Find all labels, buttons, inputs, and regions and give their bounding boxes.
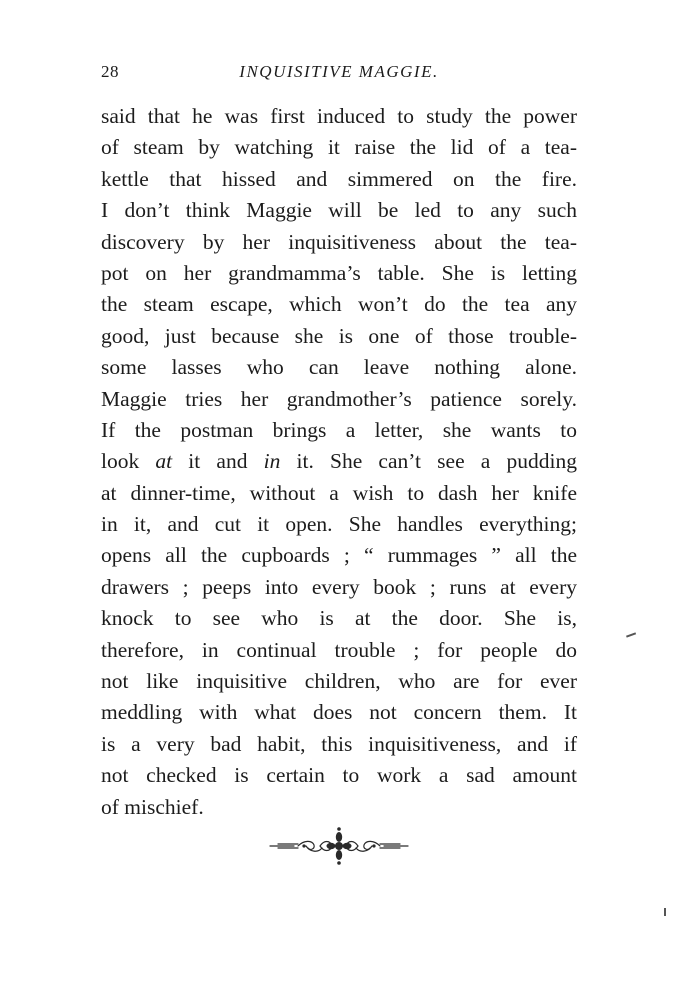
- text-run: kettle that hissed and simmered on the fire.: [101, 166, 577, 191]
- text-run: good, just because she is one of those trouble-: [101, 323, 577, 348]
- text-run: discovery by her inquisitiveness about the tea-: [101, 229, 577, 254]
- text-run: pot on her grandmamma’s table. She is letting: [101, 260, 577, 285]
- text-run: knock to see who is at the door. She is,: [101, 606, 577, 631]
- fleuron-ornament-icon: [268, 826, 410, 866]
- text-line: [101, 635, 577, 666]
- text-line: [101, 195, 577, 226]
- text-line: [101, 321, 577, 352]
- text-line: [101, 227, 577, 258]
- text-line: [101, 509, 577, 540]
- text-run: drawers ; peeps into every book ; runs at every: [101, 574, 577, 599]
- text-run: therefore, in continual trouble ; for people do: [101, 637, 577, 662]
- text-run: some lasses who can leave nothing alone.: [101, 355, 577, 380]
- text-line: [101, 164, 577, 195]
- text-run: not like inquisitive children, who are for ever: [101, 669, 577, 694]
- text-line: [101, 697, 577, 728]
- text-line: [101, 415, 577, 446]
- text-line: [101, 603, 577, 634]
- italic-word: in: [263, 449, 281, 474]
- text-line: [101, 666, 577, 697]
- print-speck: [664, 908, 666, 916]
- text-run: it and: [172, 449, 264, 474]
- text-run: it. She can’t see a pudding: [280, 449, 577, 474]
- text-line: [101, 289, 577, 320]
- text-line: [101, 446, 577, 477]
- text-run: If the postman brings a letter, she wants to: [101, 417, 577, 442]
- text-line: [101, 478, 577, 509]
- text-run: not checked is certain to work a sad amount: [101, 763, 577, 788]
- text-line: [101, 352, 577, 383]
- text-run: opens all the cupboards ; “ rummages ” all the: [101, 543, 577, 568]
- text-run: said that he was first induced to study the power: [101, 104, 577, 128]
- text-run: in it, and cut it open. She handles everything;: [101, 512, 577, 537]
- text-run: I don’t think Maggie will be led to any such: [101, 198, 577, 223]
- print-speck: [626, 632, 636, 637]
- text-line: [101, 258, 577, 289]
- text-run: of steam by watching it raise the lid of a tea-: [101, 135, 577, 160]
- text-line: [101, 540, 577, 571]
- text-line: [101, 101, 577, 132]
- text-run: is a very bad habit, this inquisitiveness, and if: [101, 731, 577, 756]
- running-head: [101, 62, 577, 86]
- text-line: [101, 760, 577, 791]
- text-line: [101, 384, 577, 415]
- text-line: [101, 572, 577, 603]
- running-title: INQUISITIVE MAGGIE.: [239, 62, 439, 81]
- page-number: 28: [101, 62, 119, 81]
- text-run: at dinner-time, without a wish to dash her knife: [101, 480, 577, 505]
- italic-word: at: [155, 449, 173, 474]
- text-line: [101, 792, 577, 823]
- text-run: look: [101, 449, 156, 474]
- text-run: of mischief.: [101, 794, 204, 819]
- text-line: [101, 132, 577, 163]
- text-run: Maggie tries her grandmother’s patience sorely.: [101, 386, 577, 411]
- text-run: meddling with what does not concern them. It: [101, 700, 577, 725]
- text-line: [101, 729, 577, 760]
- text-run: the steam escape, which won’t do the tea any: [101, 292, 577, 317]
- body-text: [101, 101, 577, 823]
